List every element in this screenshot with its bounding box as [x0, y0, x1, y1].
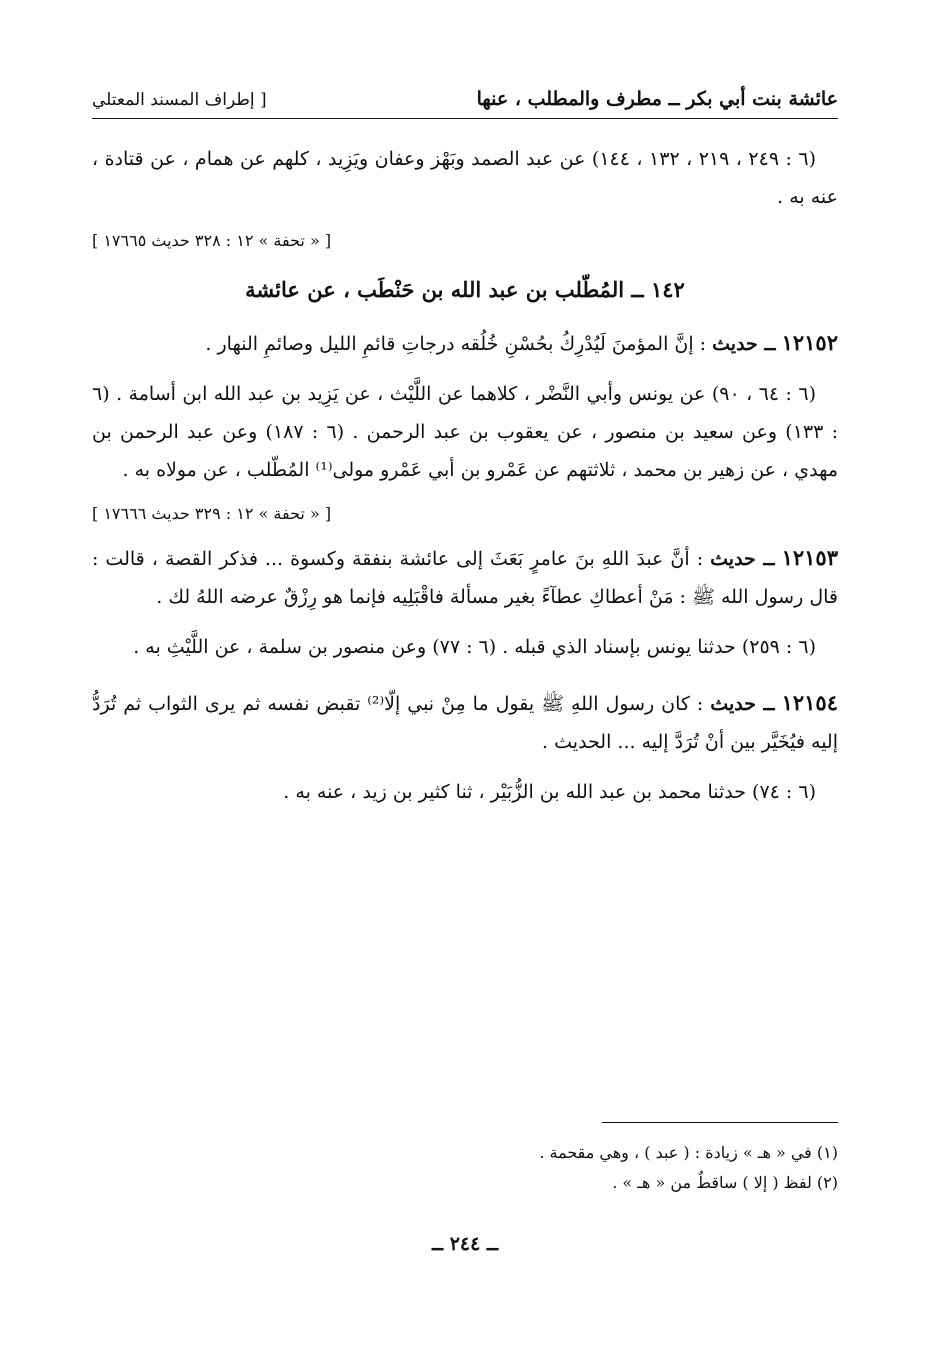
footnote-item: (٢) لفظ ( إلا ) ساقطٌ من « هـ » .	[612, 1173, 838, 1192]
source-paragraph: (٦ : ٧٤) حدثنا محمد بن عبد الله بن الزُّبَيْر ، ثنا كثير بن زيد ، عنه به .	[283, 781, 816, 803]
header-rule	[92, 118, 838, 119]
tuhfa-reference: [ « تحفة » ١٢ : ٣٢٩ حديث ١٧٦٦٦ ]	[92, 504, 332, 523]
hadith-text: : أنَّ عبدَ اللهِ بنَ عامرٍ بَعَثَ إلى عائشة بنفقة وكسوة ... فذكر القصة ، قالت : قال رسول الله ﷺ : مَنْ أعطاكِ عطآءً بغير مسألة فاقْبَلِيه فإنما هو رِزْقٌ عرضه اللهُ لك .	[92, 548, 838, 608]
source-paragraph: (٦ : ٢٤٩ ، ٢١٩ ، ١٣٢ ، ١٤٤) عن عبد الصمد وبَهْز وعفان ويَزِيد ، كلهم عن همام ، عن قتادة ، عنه به .	[92, 148, 838, 208]
section-heading: ١٤٢ ــ المُطّلب بن عبد الله بن حَنْطَب ، عن عائشة	[245, 277, 685, 302]
hadith-text: : كان رسول اللهِ ﷺ يقول ما مِنْ نبي إلّا⁽²⁾ تقبض نفسه ثم يرى الثواب ثم تُرَدُّ إليه فيُخَيَّر بين أنْ تُرَدَّ إليه ... الحديث .	[92, 693, 838, 753]
hadith-label: ــ حديث	[710, 693, 775, 715]
tuhfa-reference: [ « تحفة » ١٢ : ٣٢٨ حديث ١٧٦٦٥ ]	[92, 231, 332, 250]
hadith-number: ١٢١٥٢	[781, 330, 838, 355]
source-paragraph: (٦ : ٢٥٩) حدثنا يونس بإسناد الذي قبله . (٦ : ٧٧) وعن منصور بن سلمة ، عن اللَّيْثِ به .	[133, 636, 816, 658]
hadith-entry	[92, 684, 838, 761]
page-number: ــ ٢٤٤ ــ	[431, 1233, 499, 1255]
hadith-text: : إنَّ المؤمنَ لَيُدْرِكُ بحُسْنِ خُلُقه درجاتِ قائمِ الليل وصائمِ النهار .	[205, 333, 707, 355]
footnotes	[92, 1138, 838, 1198]
running-header	[92, 86, 838, 120]
hadith-entry	[92, 539, 838, 616]
hadith-label: ــ حديث	[712, 333, 776, 355]
hadith-number: ١٢١٥٣	[781, 545, 838, 570]
header-book-title: [ إطراف المسند المعتلي	[92, 90, 267, 110]
header-chapter-title: عائشة بنت أبي بكر ــ مطرف والمطلب ، عنها	[476, 88, 838, 110]
footnote-rule	[602, 1122, 838, 1123]
footnote-item: (١) في « هـ » زيادة : ( عبد ) ، وهي مقحمة .	[539, 1143, 838, 1162]
hadith-label: ــ حديث	[710, 548, 775, 570]
hadith-number: ١٢١٥٤	[781, 690, 838, 715]
hadith-entry	[92, 324, 838, 363]
page-body	[92, 140, 838, 811]
book-page	[92, 70, 838, 1340]
source-paragraph: (٦ : ٦٤ ، ٩٠) عن يونس وأبي النَّضْر ، كلاهما عن اللَّيْث ، عن يَزِيد بن عبد الله ابن أسامة . (٦ : ١٣٣) وعن سعيد بن منصور ، عن يعقوب بن عبد الرحمن . (٦ : ١٨٧) وعن عبد الرحمن بن مهدي ، عن زهير بن محمد ، ثلاثتهم عن عَمْرو بن أبي عَمْرو مولى⁽¹⁾ المُطّلب ، عن مولاه به .	[92, 383, 838, 481]
